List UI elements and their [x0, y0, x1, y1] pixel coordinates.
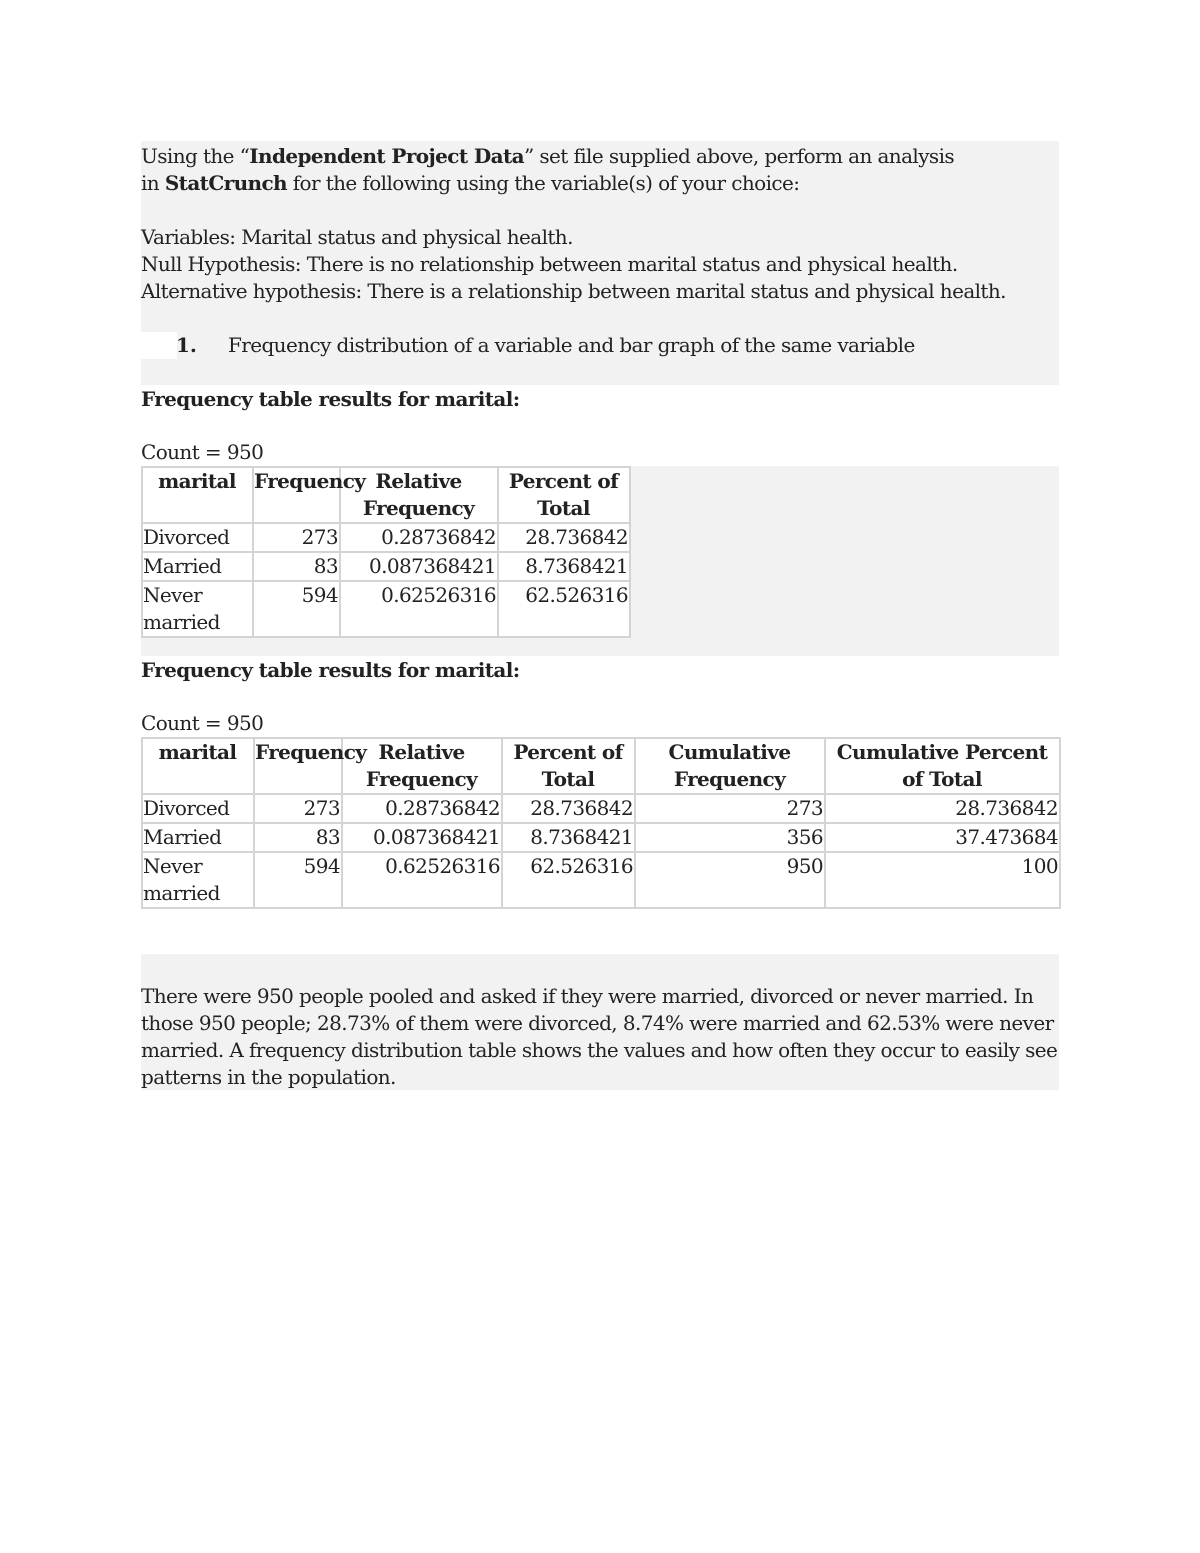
- column-header: marital: [142, 467, 253, 523]
- table-cell: Divorced: [142, 794, 254, 823]
- column-header: Cumulative Percent of Total: [825, 738, 1060, 794]
- table-cell: 8.7368421: [502, 823, 635, 852]
- table-cell: 356: [635, 823, 825, 852]
- table-cell: 273: [254, 794, 342, 823]
- list-indent-gap: [141, 332, 177, 359]
- column-header: Frequency: [253, 467, 340, 523]
- variables-text: Variables: Marital status and physical health.: [141, 225, 573, 249]
- table-header-row: [142, 738, 1060, 794]
- table-row: [142, 552, 630, 581]
- table1-count: Count = 950: [141, 440, 264, 464]
- table-cell: 28.736842: [498, 523, 630, 552]
- table-cell: 0.62526316: [340, 581, 498, 637]
- frequency-table-2: [141, 737, 1061, 909]
- table-cell: 0.28736842: [342, 794, 502, 823]
- intro-text: Using the “: [141, 144, 250, 168]
- column-header: Cumulative Frequency: [635, 738, 825, 794]
- table-cell: 62.526316: [502, 852, 635, 908]
- column-header: Relative Frequency: [342, 738, 502, 794]
- software-name: StatCrunch: [164, 171, 287, 195]
- intro-text: ” set file supplied above, perform an analysis: [523, 144, 955, 168]
- null-hypothesis-text: Null Hypothesis: There is no relationship between marital status and physical health.: [141, 252, 958, 276]
- column-header: Frequency: [254, 738, 342, 794]
- table-row: [142, 823, 1060, 852]
- table-cell: Never married: [142, 581, 253, 637]
- project-data-name: Independent Project Data: [249, 144, 524, 168]
- table-cell: 594: [254, 852, 342, 908]
- column-header: marital: [142, 738, 254, 794]
- frequency-table-1: [141, 466, 631, 638]
- table-header-row: [142, 467, 630, 523]
- table-row: [142, 852, 1060, 908]
- table-cell: 0.28736842: [340, 523, 498, 552]
- table-cell: 0.087368421: [342, 823, 502, 852]
- table-cell: 83: [253, 552, 340, 581]
- table-cell: 28.736842: [502, 794, 635, 823]
- table-cell: Married: [142, 552, 253, 581]
- intro-line-2: [141, 170, 799, 197]
- table-cell: 950: [635, 852, 825, 908]
- table-cell: 83: [254, 823, 342, 852]
- table-cell: 273: [253, 523, 340, 552]
- intro-text: in: [141, 171, 165, 195]
- table-cell: 100: [825, 852, 1060, 908]
- table-row: [142, 523, 630, 552]
- table-cell: Never married: [142, 852, 254, 908]
- alt-hypothesis-text: Alternative hypothesis: There is a relationship between marital status and physical health.: [141, 279, 1006, 303]
- list-item-text: Frequency distribution of a variable and bar graph of the same variable: [228, 333, 915, 357]
- table-row: [142, 581, 630, 637]
- table-cell: 37.473684: [825, 823, 1060, 852]
- table-cell: 594: [253, 581, 340, 637]
- table-row: [142, 794, 1060, 823]
- table-cell: Married: [142, 823, 254, 852]
- column-header: Percent of Total: [498, 467, 630, 523]
- column-header: Percent of Total: [502, 738, 635, 794]
- table2-count: Count = 950: [141, 711, 264, 735]
- list-item-number: 1.: [176, 333, 197, 357]
- table-cell: 62.526316: [498, 581, 630, 637]
- intro-line-1: [141, 143, 954, 170]
- table-cell: 0.087368421: [340, 552, 498, 581]
- table-cell: 0.62526316: [342, 852, 502, 908]
- table-cell: 273: [635, 794, 825, 823]
- table2-heading: Frequency table results for marital:: [141, 658, 520, 682]
- column-header: Relative Frequency: [340, 467, 498, 523]
- table-cell: 28.736842: [825, 794, 1060, 823]
- summary-paragraph: There were 950 people pooled and asked if they were married, divorced or never married. In those 950 people; 28.73% of them were divorced, 8.74% were married and 62.53% were never married. A frequency distribution table shows the values and how often they occur to easily see patterns in the population.: [141, 984, 1058, 1089]
- intro-text: for the following using the variable(s) of your choice:: [286, 171, 800, 195]
- table1-heading: Frequency table results for marital:: [141, 387, 520, 411]
- table-cell: 8.7368421: [498, 552, 630, 581]
- table-cell: Divorced: [142, 523, 253, 552]
